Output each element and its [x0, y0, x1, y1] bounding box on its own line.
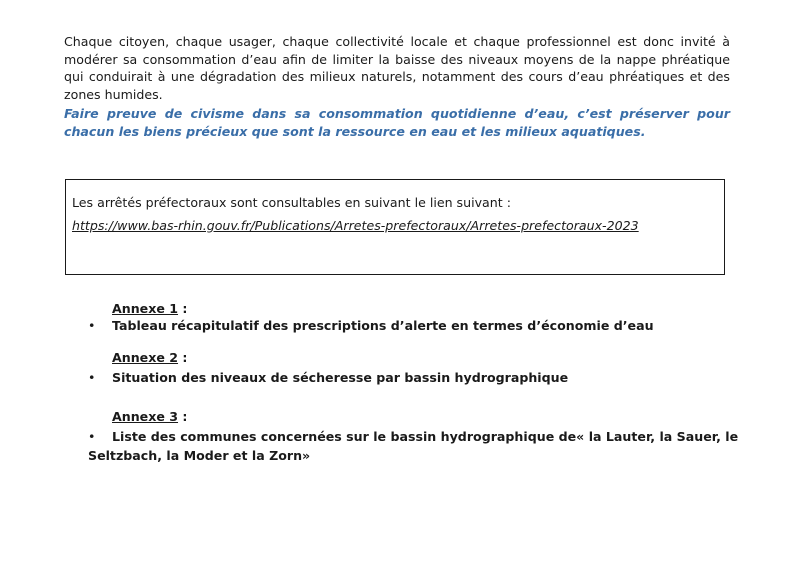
annex-2-label: Annexe 2: [112, 350, 179, 365]
annex-1-item-text: Tableau récapitulatif des prescriptions d’alerte en termes d’économie d’eau: [112, 318, 654, 333]
bullet-icon: •: [88, 429, 96, 444]
annex-3-item-text-line1: Liste des communes concernées sur le bassin hydrographique de« la Lauter, la Sauer, le: [112, 429, 739, 444]
annex-2-separator: :: [178, 350, 188, 365]
annex-2-title: [112, 349, 187, 366]
annex-3-label: Annexe 3: [112, 409, 179, 424]
intro-paragraph: Chaque citoyen, chaque usager, chaque collectivité locale et chaque professionnel est donc invité à modérer sa consommation d’eau afin de limiter la baisse des niveaux moyens de la nappe phréatique qui conduirait à une dégradation des milieux naturels, notamment des cours d’eau phréatiques et des zones humides.: [64, 34, 730, 102]
link-box: [65, 179, 725, 275]
annex-3-title: [112, 408, 187, 425]
annex-3-item: [88, 427, 738, 467]
annex-1-title: [112, 300, 187, 317]
link-box-text: Les arrêtés préfectoraux sont consultables en suivant le lien suivant :: [72, 195, 511, 210]
prefectoral-decrees-link[interactable]: https://www.bas-rhin.gouv.fr/Publications/Arretes-prefectoraux/Arretes-prefectoraux-2023: [72, 218, 639, 233]
annex-1-separator: :: [178, 301, 188, 316]
emphasis-paragraph: Faire preuve de civisme dans sa consommation quotidienne d’eau, c’est préserver pour chacun les biens précieux que sont la ressource en eau et les milieux aquatiques.: [64, 106, 730, 139]
annex-2-item-text: Situation des niveaux de sécheresse par bassin hydrographique: [112, 370, 569, 385]
bullet-icon: •: [88, 318, 96, 333]
bullet-icon: •: [88, 370, 96, 385]
annex-3-separator: :: [178, 409, 188, 424]
annex-3-item-text-line2: Seltzbach, la Moder et la Zorn»: [88, 448, 311, 463]
annex-1-label: Annexe 1: [112, 301, 179, 316]
